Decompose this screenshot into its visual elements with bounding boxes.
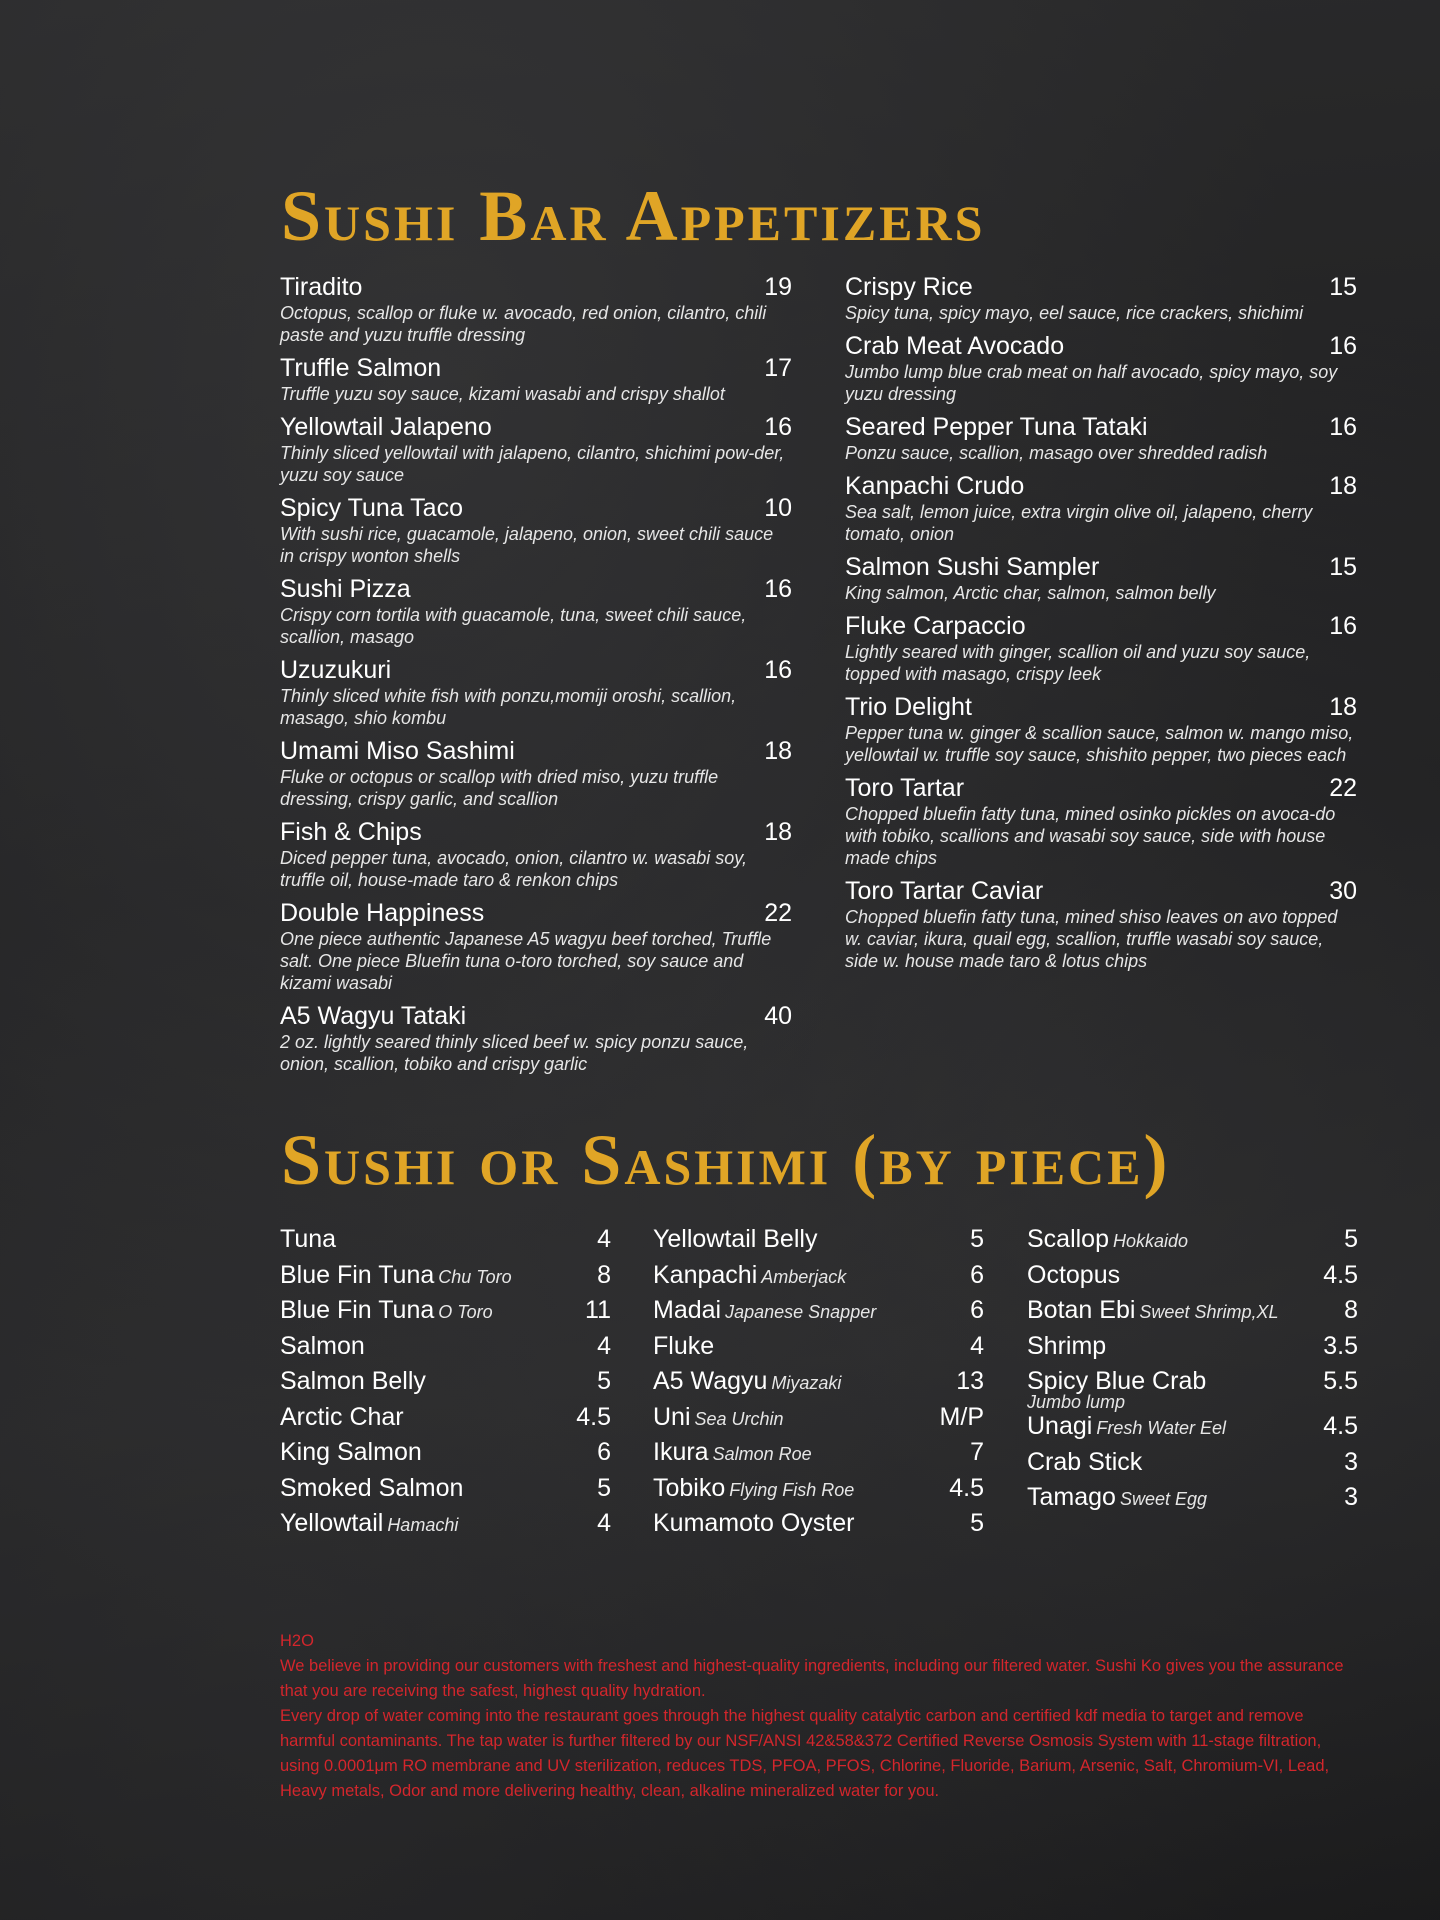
piece-name: Blue Fin Tuna [280,1296,435,1324]
item-description: Sea salt, lemon juice, extra virgin olive oil, jalapeno, cherry tomato, onion [845,502,1313,544]
piece-name-group [280,1437,422,1467]
menu-item [845,692,1357,766]
piece-price: 6 [970,1296,984,1324]
menu-item [280,574,792,648]
menu-item-header [845,471,1357,501]
by-piece-title: Sushi or Sashimi (by piece) [281,1120,1171,1200]
piece-name-group [280,1366,426,1396]
piece-price: 3.5 [1323,1331,1358,1360]
item-price: 18 [764,818,792,846]
piece-item [1027,1482,1358,1518]
menu-item [845,412,1357,464]
piece-item-header [653,1366,984,1396]
piece-name: Madai [653,1296,722,1324]
piece-item [1027,1447,1358,1483]
item-price: 40 [764,1002,792,1030]
piece-item [653,1295,984,1331]
item-description: Octopus, scallop or fluke w. avocado, red onion, cilantro, chili paste and yuzu truffle dressing [280,303,767,345]
piece-name-group [653,1437,812,1467]
piece-name: Salmon Belly [280,1367,426,1395]
piece-subtitle: Sweet Egg [1119,1489,1208,1509]
piece-price: 3 [1344,1483,1358,1511]
menu-item-header [280,574,792,604]
piece-name: Octopus [1027,1260,1121,1289]
piece-item-header [653,1402,984,1432]
piece-subtitle: Hamachi [387,1515,459,1535]
piece-name: Fluke [653,1331,715,1360]
item-price: 16 [764,656,792,684]
piece-name: Kanpachi [653,1260,758,1289]
item-name: Fluke Carpaccio [845,612,1026,640]
item-name: Uzuzukuri [280,656,392,684]
piece-name: Scallop [1027,1225,1109,1253]
piece-name-group [1027,1447,1142,1477]
item-name: Tiradito [280,273,363,301]
menu-item-header [280,736,792,766]
menu-item-header [845,272,1357,302]
menu-item-header [280,817,792,847]
piece-price: 4.5 [1323,1260,1358,1289]
menu-item [280,1001,792,1075]
item-price: 16 [764,575,792,603]
piece-price: 6 [970,1260,984,1289]
piece-name-group [280,1508,458,1538]
piece-price: 4.5 [576,1402,611,1431]
piece-name: Yellowtail [280,1509,384,1537]
menu-item [845,611,1357,685]
piece-price: 4 [970,1331,984,1360]
piece-item [1027,1224,1358,1260]
item-price: 18 [764,737,792,765]
menu-item-header [845,412,1357,442]
item-name: Crispy Rice [845,273,973,301]
piece-item [653,1366,984,1402]
piece-item [653,1508,984,1544]
piece-name: Yellowtail Belly [653,1225,818,1253]
piece-item [280,1473,611,1509]
item-description: Fluke or octopus or scallop with dried miso, yuzu truffle dressing, crispy garlic, and scallion [280,767,719,809]
piece-item [280,1260,611,1296]
piece-price: 13 [956,1367,984,1395]
piece-item [653,1224,984,1260]
piece-item-header [653,1331,984,1361]
piece-item-header [280,1473,611,1503]
item-name: Toro Tartar Caviar [845,877,1044,905]
item-name: Kanpachi Crudo [845,472,1025,500]
menu-item-header [280,493,792,523]
piece-item-header [280,1437,611,1467]
item-description: With sushi rice, guacamole, jalapeno, onion, sweet chili sauce in crispy wonton shells [280,524,774,566]
item-price: 16 [1329,612,1357,640]
piece-name-group [280,1295,493,1325]
by-piece-column-1 [280,1224,611,1544]
menu-item [280,898,792,994]
piece-name-group [653,1473,854,1503]
item-name: Trio Delight [845,693,972,721]
piece-price: 5 [970,1225,984,1253]
piece-price: 6 [597,1438,611,1466]
menu-item [280,353,792,405]
item-name: Toro Tartar [845,774,965,802]
menu-item [280,736,792,810]
water-paragraph-2: Every drop of water coming into the restaurant goes through the highest quality catalytic carbon and certified kdf media to target and remove harmful contaminants. The tap water is further filtered by our NSF/ANSI 42&58&372 Certified Reverse Osmosis System with 11-stage filtration, using 0.0001μm RO membrane and UV sterilization, reduces TDS, PFOA, PFOS, Chlorine, Fluoride, Barium, Arsenic, Salt, Chromium-VI, Lead, Heavy metals, Odor and more delivering healthy, clean, alkaline mineralized water for you. [280,1707,1330,1800]
menu-item-header [845,552,1357,582]
piece-name: Tamago [1027,1483,1116,1511]
piece-name-group [653,1295,876,1325]
item-price: 16 [764,413,792,441]
piece-name-group [280,1224,336,1254]
piece-name: Blue Fin Tuna [280,1260,435,1289]
piece-subtitle: Chu Toro [438,1266,512,1287]
piece-subtitle: Amberjack [761,1266,847,1287]
item-description: Jumbo lump blue crab meat on half avocado, spicy mayo, soy yuzu dressing [845,362,1338,404]
piece-price: M/P [939,1402,984,1431]
piece-price: 5.5 [1323,1367,1358,1395]
item-description: Thinly sliced white fish with ponzu,momiji oroshi, scallion, masago, shio kombu [280,686,737,728]
piece-subtitle: Salmon Roe [712,1444,812,1464]
piece-name-group [1027,1331,1106,1361]
piece-name-group [1027,1295,1278,1325]
item-price: 18 [1329,472,1357,500]
menu-item-header [845,876,1357,906]
piece-item-header [280,1295,611,1325]
piece-item [1027,1331,1358,1367]
item-description: Ponzu sauce, scallion, masago over shredded radish [845,443,1268,463]
piece-item-header [653,1260,984,1290]
piece-name: Ikura [653,1438,709,1466]
piece-name: Tuna [280,1225,337,1253]
piece-item [280,1402,611,1438]
piece-name: Arctic Char [280,1402,404,1431]
menu-item [845,272,1357,324]
piece-name-group [1027,1224,1188,1254]
piece-name-group [1027,1411,1226,1441]
item-price: 16 [1329,413,1357,441]
menu-item-header [845,331,1357,361]
menu-item-header [845,773,1357,803]
piece-subtitle: O Toro [438,1302,493,1322]
piece-name-group [653,1224,817,1254]
item-name: Yellowtail Jalapeno [280,413,492,441]
piece-item [653,1437,984,1473]
piece-name: A5 Wagyu [653,1367,768,1395]
appetizers-right-column [845,272,1357,979]
item-name: Double Happiness [280,899,485,927]
item-description: One piece authentic Japanese A5 wagyu beef torched, Truffle salt. One piece Bluefin tuna o-toro torched, soy sauce and kizami wasabi [280,929,772,993]
piece-price: 5 [970,1509,984,1537]
item-price: 15 [1329,553,1357,581]
water-note [280,1629,1360,1804]
piece-name-group [653,1331,714,1361]
water-heading: H2O [280,1632,314,1650]
menu-item [280,817,792,891]
piece-name: Salmon [280,1331,365,1360]
piece-item [1027,1366,1358,1411]
piece-price: 4 [597,1331,611,1360]
item-description: King salmon, Arctic char, salmon, salmon belly [845,583,1216,603]
piece-item [653,1402,984,1438]
menu-item-header [280,272,792,302]
piece-subtitle: Miyazaki [771,1373,842,1393]
piece-subtitle: Sea Urchin [694,1408,784,1429]
piece-name-group [280,1331,365,1361]
piece-price: 4 [597,1509,611,1537]
menu-item [280,272,792,346]
piece-name: Spicy Blue Crab [1027,1367,1207,1395]
item-description: Crispy corn tortila with guacamole, tuna, sweet chili sauce, scallion, masago [280,605,747,647]
piece-name-group [1027,1482,1207,1512]
item-name: A5 Wagyu Tataki [280,1002,467,1030]
item-description: Chopped bluefin fatty tuna, mined shiso leaves on avo topped w. caviar, ikura, quail egg, scallion, truffle wasabi soy sauce, side w. house made taro & lotus chips [845,907,1338,971]
menu-item-header [280,1001,792,1031]
menu-item-header [280,655,792,685]
item-price: 22 [1329,774,1357,802]
piece-item [280,1508,611,1544]
item-description: Spicy tuna, spicy mayo, eel sauce, rice crackers, shichimi [845,303,1304,323]
piece-item [280,1295,611,1331]
piece-item-header [280,1508,611,1538]
piece-item-header [653,1508,984,1538]
piece-name: Tobiko [653,1473,726,1502]
piece-item-header [1027,1260,1358,1290]
menu-item-header [280,412,792,442]
piece-name-group [653,1366,841,1396]
item-name: Truffle Salmon [280,354,442,382]
piece-item-header [280,1402,611,1432]
item-description: Truffle yuzu soy sauce, kizami wasabi and crispy shallot [280,384,725,404]
piece-name: Kumamoto Oyster [653,1509,855,1537]
piece-price: 4.5 [1323,1412,1358,1440]
water-paragraph-1: We believe in providing our customers with freshest and highest-quality ingredients, including our filtered water. Sushi Ko gives you the assurance that you are receiving the safest, highest quality hydration. [280,1657,1344,1700]
piece-name-group [280,1402,404,1432]
by-piece-column-2 [653,1224,984,1544]
menu-item-header [845,611,1357,641]
piece-item-header [653,1473,984,1503]
piece-price: 4.5 [949,1473,984,1502]
menu-item [280,493,792,567]
by-piece-column-3 [1027,1224,1358,1518]
appetizers-title: Sushi Bar Appetizers [281,176,986,256]
piece-subtitle-line: Jumbo lump [1027,1392,1126,1412]
piece-item-header [1027,1224,1358,1254]
item-name: Fish & Chips [280,818,422,846]
menu-item-header [845,692,1357,722]
piece-name-group [280,1473,463,1503]
menu-item [280,412,792,486]
menu-item-header [280,353,792,383]
piece-item-header [280,1331,611,1361]
piece-item [653,1473,984,1509]
piece-name: Unagi [1027,1412,1093,1440]
menu-item-header [280,898,792,928]
piece-price: 11 [585,1296,611,1324]
item-price: 16 [1329,332,1357,360]
piece-price: 8 [597,1260,611,1289]
piece-name: King Salmon [280,1438,422,1466]
item-price: 17 [764,354,792,382]
piece-item-header [1027,1411,1358,1441]
piece-subtitle: Sweet Shrimp,XL [1139,1302,1279,1322]
piece-item-header [1027,1295,1358,1325]
menu-item [280,655,792,729]
piece-price: 5 [1344,1225,1358,1253]
piece-name: Shrimp [1027,1331,1107,1360]
item-name: Seared Pepper Tuna Tataki [845,413,1148,441]
piece-price: 8 [1344,1296,1358,1324]
piece-price: 4 [597,1225,611,1253]
piece-item [1027,1295,1358,1331]
item-name: Crab Meat Avocado [845,332,1065,360]
piece-item-header [1027,1482,1358,1512]
piece-name: Smoked Salmon [280,1473,464,1502]
menu-item [845,773,1357,869]
piece-item-header [653,1437,984,1467]
appetizers-left-column [280,272,792,1082]
piece-item [280,1437,611,1473]
item-description: 2 oz. lightly seared thinly sliced beef w. spicy ponzu sauce, onion, scallion, tobiko and crispy garlic [280,1032,749,1074]
piece-name-group [653,1508,854,1538]
item-description: Lightly seared with ginger, scallion oil and yuzu soy sauce, topped with masago, crispy leek [845,642,1311,684]
piece-name-group [280,1260,512,1290]
piece-item [280,1224,611,1260]
piece-price: 5 [597,1367,611,1395]
piece-item-header [653,1224,984,1254]
menu-item [845,876,1357,972]
piece-name: Crab Stick [1027,1447,1143,1476]
piece-price: 3 [1344,1447,1358,1476]
item-description: Pepper tuna w. ginger & scallion sauce, salmon w. mango miso, yellowtail w. truffle soy sauce, shishito pepper, two pieces each [845,723,1354,765]
item-price: 10 [764,494,792,522]
piece-name-group [653,1402,784,1432]
item-description: Thinly sliced yellowtail with jalapeno, cilantro, shichimi pow-der, yuzu soy sauce [280,443,785,485]
item-price: 19 [764,273,792,301]
piece-item [280,1366,611,1402]
item-name: Sushi Pizza [280,575,411,603]
piece-item [1027,1411,1358,1447]
piece-item [280,1331,611,1367]
piece-item-header [280,1224,611,1254]
piece-name-group [1027,1260,1120,1290]
piece-price: 7 [970,1438,984,1466]
menu-item [845,552,1357,604]
piece-subtitle: Fresh Water Eel [1096,1418,1227,1438]
piece-name-group [653,1260,846,1290]
item-price: 18 [1329,693,1357,721]
piece-name: Botan Ebi [1027,1296,1136,1324]
item-description: Chopped bluefin fatty tuna, mined osinko pickles on avoca-do with tobiko, scallions and wasabi soy sauce, side with house made chips [845,804,1336,868]
piece-item [1027,1260,1358,1296]
piece-price: 5 [597,1473,611,1502]
item-name: Spicy Tuna Taco [280,494,463,522]
piece-item-header [280,1260,611,1290]
item-price: 15 [1329,273,1357,301]
piece-subtitle: Flying Fish Roe [729,1479,855,1500]
piece-item [653,1331,984,1367]
item-name: Salmon Sushi Sampler [845,553,1100,581]
menu-item [845,331,1357,405]
piece-item [653,1260,984,1296]
item-name: Umami Miso Sashimi [280,737,515,765]
piece-item-header [1027,1331,1358,1361]
piece-item-header [280,1366,611,1396]
piece-subtitle: Japanese Snapper [725,1302,877,1322]
piece-item-header [1027,1447,1358,1477]
piece-subtitle: Hokkaido [1113,1231,1189,1251]
item-price: 22 [764,899,792,927]
menu-item [845,471,1357,545]
piece-name: Uni [653,1402,691,1431]
item-description: Diced pepper tuna, avocado, onion, cilantro w. wasabi soy, truffle oil, house-made taro & renkon chips [280,848,747,890]
piece-item-header [653,1295,984,1325]
item-price: 30 [1329,877,1357,905]
